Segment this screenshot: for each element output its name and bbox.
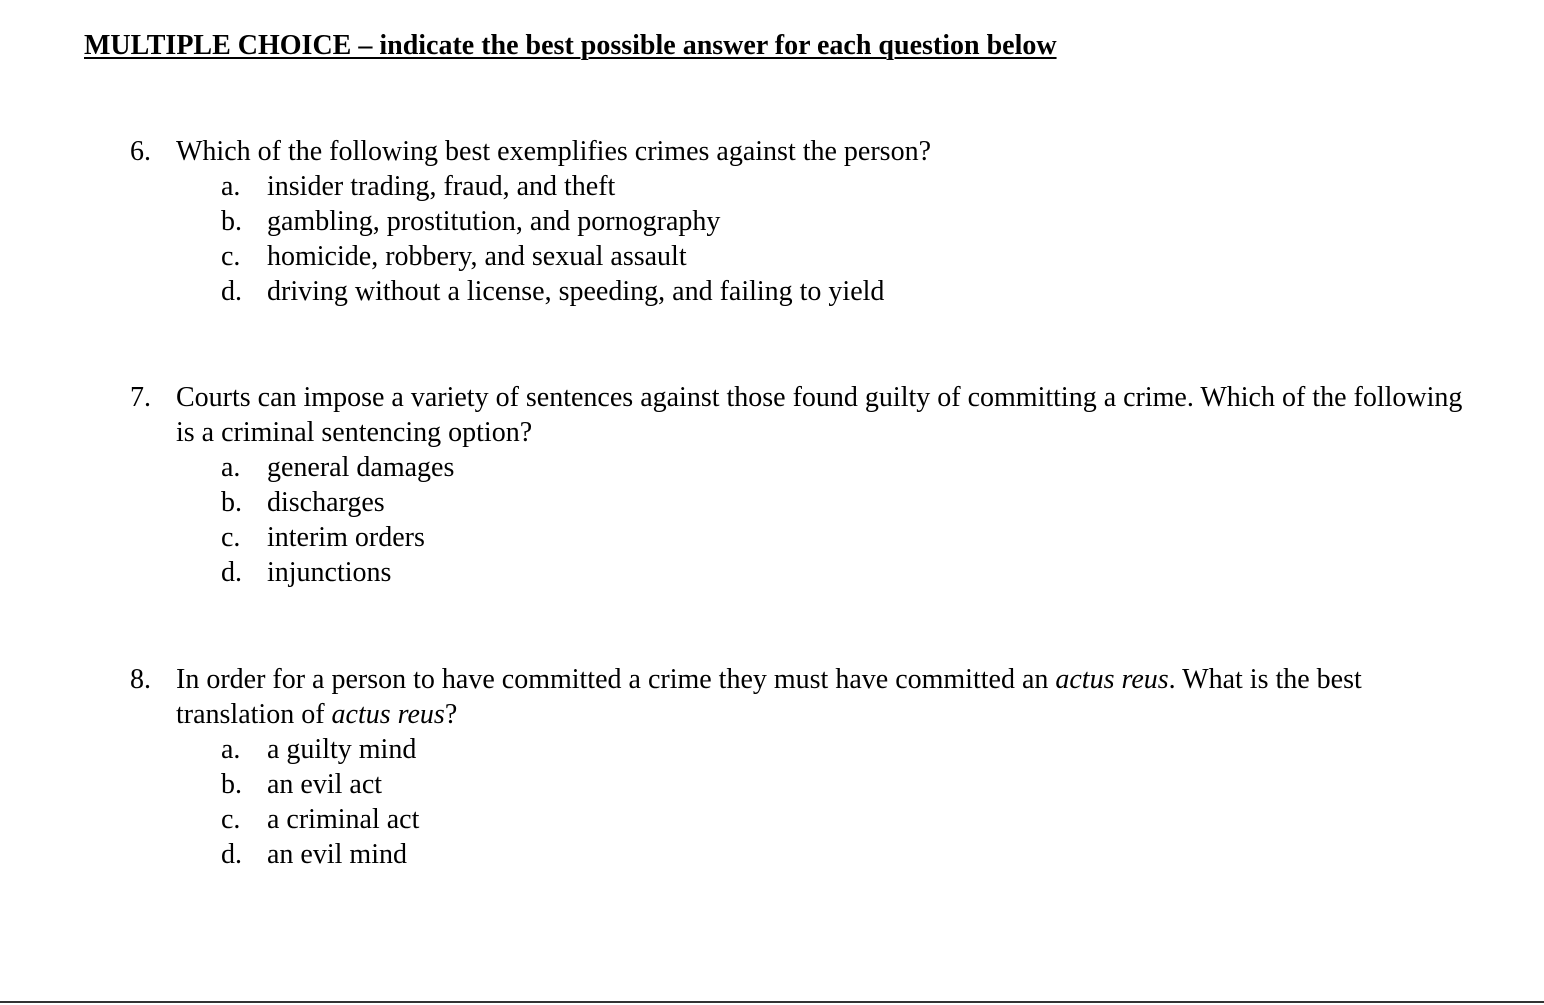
option-d[interactable] (130, 837, 1470, 872)
option-letter: a. (221, 734, 241, 765)
answer-options (130, 450, 1470, 590)
question-text-part: ? (444, 699, 458, 730)
option-c[interactable] (130, 802, 1470, 837)
option-b[interactable] (130, 204, 1470, 239)
option-letter: d. (221, 839, 242, 870)
option-letter: c. (221, 522, 241, 553)
option-d[interactable] (130, 555, 1470, 590)
option-letter: b. (221, 769, 242, 800)
question-8 (130, 662, 1470, 872)
question-6 (130, 134, 1470, 309)
option-letter: b. (221, 206, 242, 237)
question-text (176, 380, 1470, 450)
question-text-part: . What is the best translation of (176, 664, 1362, 730)
option-text: discharges (267, 487, 385, 518)
option-a[interactable] (130, 450, 1470, 485)
question-text-part: In order for a person to have committed a crime they must have committed an (176, 664, 1056, 695)
option-letter: d. (221, 276, 242, 307)
option-text: homicide, robbery, and sexual assault (267, 241, 687, 272)
question-number: 7. (130, 382, 151, 413)
option-text: driving without a license, speeding, and failing to yield (267, 276, 885, 307)
question-text-part: Courts can impose a variety of sentences against those found guilty of committing a crime. Which of the following is a criminal sentencing option? (176, 382, 1463, 448)
latin-term: actus reus (1055, 664, 1169, 695)
option-text: injunctions (267, 557, 392, 588)
option-text: an evil mind (267, 839, 407, 870)
question-number: 8. (130, 664, 151, 695)
option-letter: a. (221, 452, 241, 483)
option-text: interim orders (267, 522, 425, 553)
question-text (176, 134, 1470, 169)
option-b[interactable] (130, 767, 1470, 802)
option-text: insider trading, fraud, and theft (267, 171, 616, 202)
page-bottom-divider (0, 1001, 1544, 1003)
option-a[interactable] (130, 732, 1470, 767)
option-letter: d. (221, 557, 242, 588)
option-c[interactable] (130, 520, 1470, 555)
option-letter: c. (221, 241, 241, 272)
option-letter: a. (221, 171, 241, 202)
option-text: a guilty mind (267, 734, 417, 765)
option-text: a criminal act (267, 804, 420, 835)
page-heading: MULTIPLE CHOICE – indicate the best possible answer for each question below (84, 30, 1057, 61)
option-letter: b. (221, 487, 242, 518)
option-b[interactable] (130, 485, 1470, 520)
option-text: general damages (267, 452, 455, 483)
option-text: an evil act (267, 769, 383, 800)
question-7 (130, 380, 1470, 590)
option-letter: c. (221, 804, 241, 835)
question-number: 6. (130, 136, 151, 167)
question-text (176, 662, 1470, 732)
option-a[interactable] (130, 169, 1470, 204)
option-text: gambling, prostitution, and pornography (267, 206, 721, 237)
answer-options (130, 169, 1470, 309)
answer-options (130, 732, 1470, 872)
option-d[interactable] (130, 274, 1470, 309)
latin-term: actus reus (331, 699, 445, 730)
option-c[interactable] (130, 239, 1470, 274)
question-text-part: Which of the following best exemplifies crimes against the person? (176, 136, 932, 167)
